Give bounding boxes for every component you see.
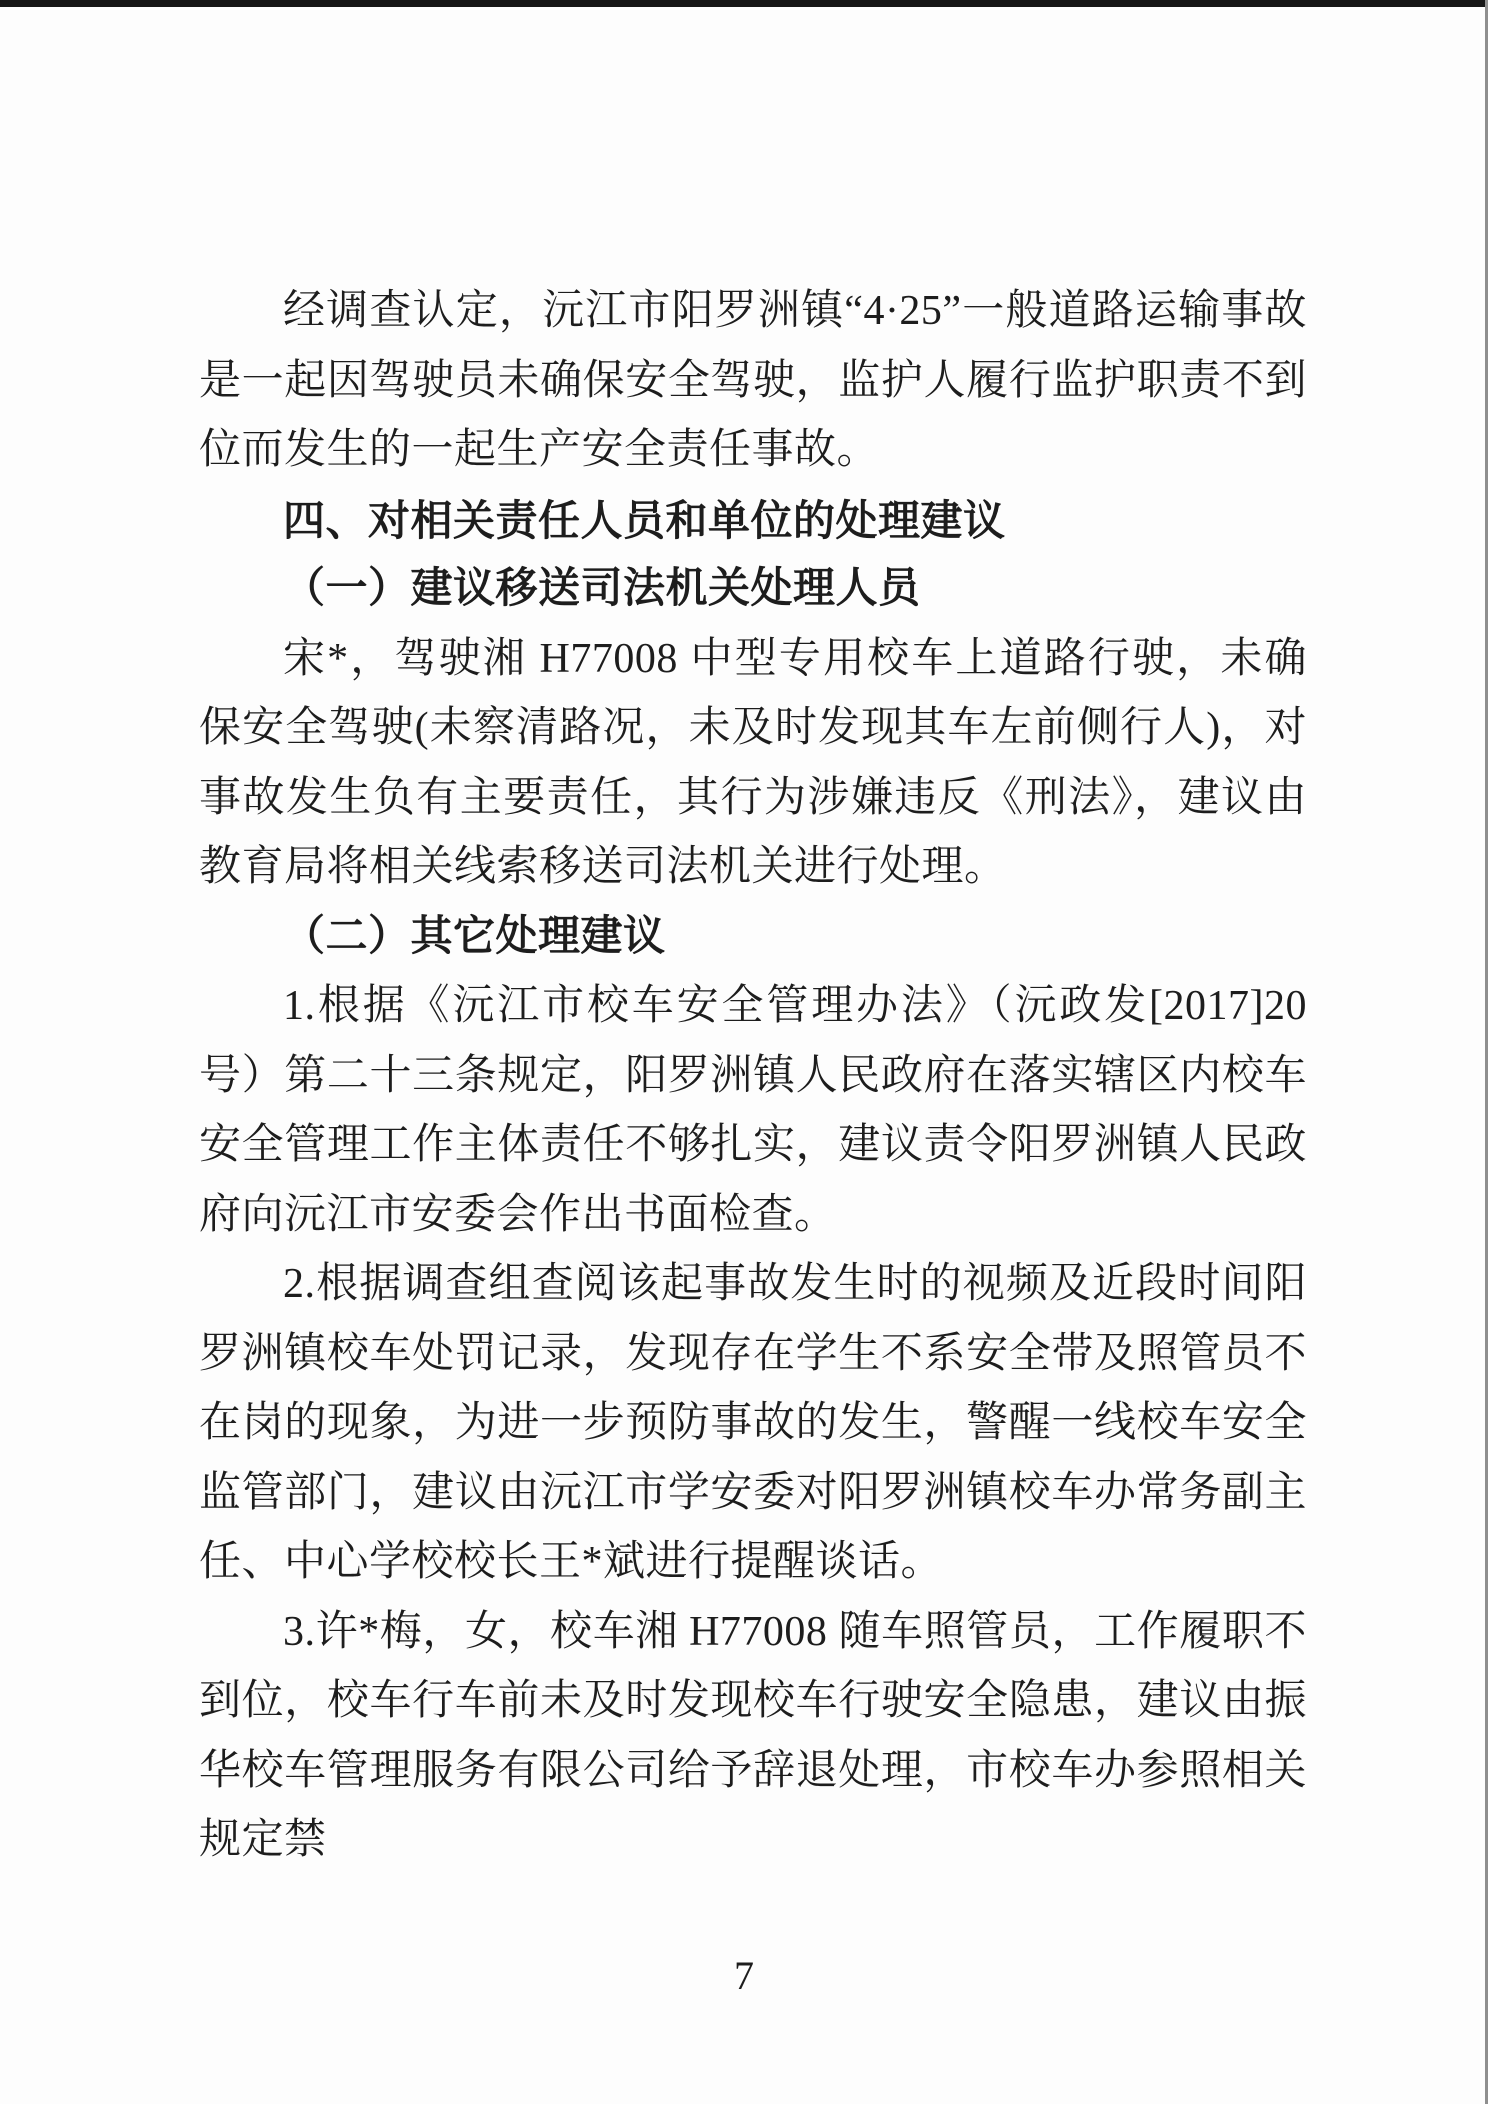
page-content <box>199 277 1307 1876</box>
subsection-2-heading: （二）其它处理建议 <box>283 913 666 960</box>
scan-artifact-top-edge <box>0 0 1488 7</box>
section-heading: 四、对相关责任人员和单位的处理建议 <box>283 496 1006 544</box>
paragraph-item-2: 2.根据调查组查阅该起事故发生时的视频及近段时间阳罗洲镇校车处罚记录，发现存在学生不系安全带及照管员不在岗的现象，为进一步预防事故的发生，警醒一线校车安全监管部门，建议由沅江市学安委对阳罗洲镇校车办常务副主任、中心学校校长王*斌进行提醒谈话。 <box>199 1261 1307 1585</box>
paragraph-findings: 经调查认定，沅江市阳罗洲镇“4·25”一般道路运输事故是一起因驾驶员未确保安全驾驶，监护人履行监护职责不到位而发生的一起生产安全责任事故。 <box>199 288 1307 473</box>
page-number: 7 <box>734 1953 754 1998</box>
paragraph-item-1: 1.根据《沅江市校车安全管理办法》（沅政发[2017]20 号）第二十三条规定，阳罗洲镇人民政府在落实辖区内校车安全管理工作主体责任不够扎实，建议责令阳罗洲镇人民政府向沅江市安委会作出书面检查。 <box>199 983 1307 1238</box>
paragraph-item-3: 3.许*梅，女，校车湘 H77008 随车照管员，工作履职不到位，校车行车前未及时发现校车行驶安全隐患，建议由振华校车管理服务有限公司给予辞退处理，市校车办参照相关规定禁 <box>199 1608 1307 1863</box>
subsection-1-heading: （一）建议移送司法机关处理人员 <box>283 566 921 612</box>
paragraph-driver-song: 宋*，驾驶湘 H77008 中型专用校车上道路行驶，未确保安全驾驶(未察清路况，未及时发现其车左前侧行人)，对事故发生负有主要责任，其行为涉嫌违反《刑法》，建议由教育局将相关线索移送司法机关进行处理。 <box>199 635 1307 890</box>
